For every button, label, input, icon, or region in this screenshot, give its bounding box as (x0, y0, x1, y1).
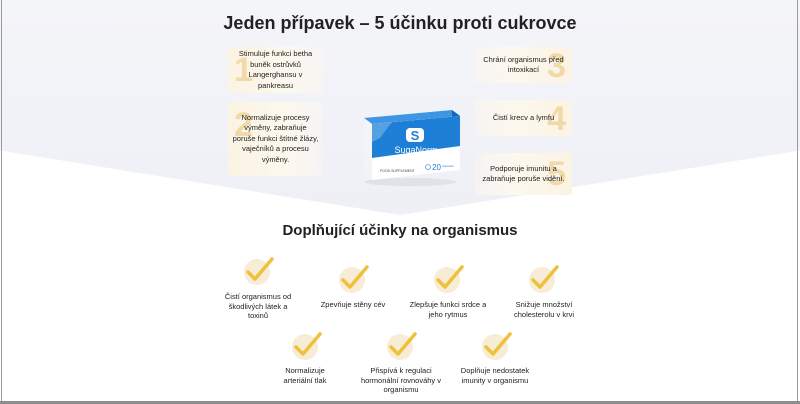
benefit-card-1 (228, 47, 323, 93)
effect-label-5: Normalizuje arteriální tlak (283, 366, 327, 385)
benefit-number: 4 (547, 100, 566, 138)
benefit-number: 5 (547, 155, 566, 193)
check-icon (290, 331, 324, 361)
product-capsule-label: capsules (442, 164, 454, 168)
effect-label-2: Zpevňuje stěny cév (320, 300, 386, 309)
benefit-number: 2 (234, 106, 253, 144)
benefit-text: Chrání organismus před intoxikací (483, 54, 564, 74)
benefit-number: 1 (234, 51, 253, 89)
benefit-card-5 (475, 153, 572, 195)
check-icon (385, 331, 419, 361)
effect-label-7: Doplňuje nedostatek imunity v organismu (460, 366, 530, 385)
product-box-graphic (352, 108, 462, 188)
benefit-card-3 (475, 47, 572, 83)
product-brand: SugaNorm (394, 145, 438, 155)
window-left-border (1, 0, 2, 404)
benefit-card-2 (228, 102, 323, 176)
benefit-text: Podporuje imunitu a zabraňuje poruše vidění. (482, 163, 565, 183)
benefit-text: Čistí krecv a lymfu (492, 112, 555, 122)
benefit-text: Stimuluje funkci betha buněk ostrůvků Langerghansu v pankreasu (238, 49, 313, 90)
check-icon (527, 264, 561, 294)
effect-label-1: Čistí organismus od škodlivých látek a toxinů (224, 292, 292, 320)
effect-label-6: Přispívá k regulaci hormonální rovnováhy v organismu (360, 366, 442, 394)
benefit-number: 3 (547, 47, 566, 85)
effect-label-3: Zlepšuje funkci srdce a jeho rytmus (409, 300, 487, 319)
product-subtitle: FOOD SUPPLEMENT (380, 169, 415, 173)
main-title: Jeden přípavek – 5 účinku proti cukrovce (223, 13, 577, 33)
effect-label-4: Snižuje množství cholesterolu v krvi (513, 300, 575, 319)
product-box-image (352, 108, 462, 188)
svg-text:S: S (410, 128, 420, 143)
window-right-border (797, 0, 798, 404)
check-icon (337, 264, 371, 294)
section-subtitle: Doplňující účinky na organismus (282, 222, 518, 239)
benefit-card-4 (475, 100, 572, 136)
check-icon (432, 264, 466, 294)
check-icon (242, 256, 276, 286)
check-icon (480, 331, 514, 361)
product-capsule-count: 20 (432, 163, 441, 172)
benefit-text: Normalizuje procesy výměny, zabraňuje poruše funkci štítné žlázy, vaječníků a procesu výměny. (232, 112, 319, 164)
